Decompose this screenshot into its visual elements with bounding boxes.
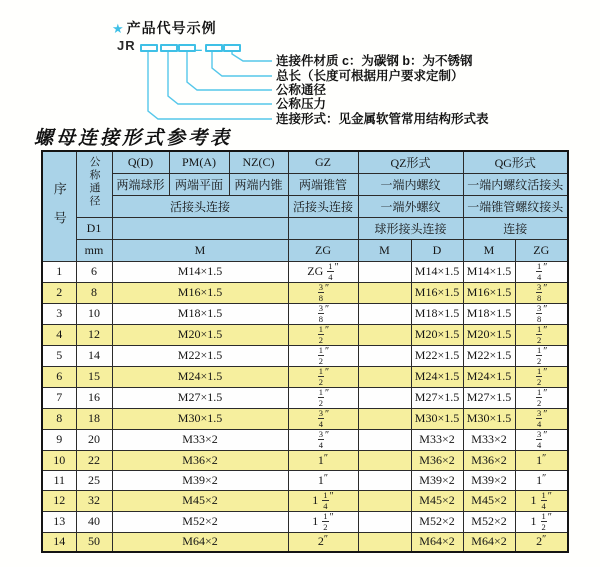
cell-seq: 6 [42,366,76,387]
cell-seq: 3 [42,303,76,324]
header-qg-m: M [463,239,515,261]
cell-qg-m: M64×2 [463,532,515,552]
cell-m: M39×2 [112,470,288,490]
cell-m: M33×2 [112,429,288,450]
header-qg-zg: ZG [515,239,568,261]
cell-gz-zg: 1 $\frac{1}{2}$ ″ [288,511,358,532]
header-zg: ZG [288,239,358,261]
cell-gz-zg: 2″ [288,532,358,552]
label-nominal-dia: 公称通径 [276,83,327,97]
cell-seq: 7 [42,387,76,408]
header-qg-desc2: 一端锥管螺纹接头 [463,195,568,217]
cell-qg-m: M33×2 [463,429,515,450]
label-material: 连接件材质 c：为碳钢 b：为不锈钢 [276,54,473,68]
header-nz-desc: 两端内锥 [229,173,288,195]
table-row [42,450,568,470]
header-col-nz: NZ(C) [229,151,288,173]
table-row [42,387,568,408]
cell-seq: 14 [42,532,76,552]
cell-qg-m: M14×1.5 [463,261,515,282]
cell-qz-m [358,429,411,450]
cell-gz-zg: $\frac{3}{8}$ ″ [288,303,358,324]
table-body [42,261,568,552]
cell-qg-zg: $\frac{3}{8}$ ″ [515,303,568,324]
cell-qz-d: M39×2 [411,470,463,490]
cell-gz-zg: 1 $\frac{1}{4}$ ″ [288,490,358,511]
cell-seq: 9 [42,429,76,450]
cell-m: M22×1.5 [112,345,288,366]
header-dn [76,151,112,217]
cell-m: M18×1.5 [112,303,288,324]
header-seq-text: 序号 [51,182,67,241]
cell-qg-zg: 1 $\frac{1}{4}$ ″ [515,490,568,511]
cell-seq: 11 [42,470,76,490]
header-mm: mm [76,239,112,261]
header-gz-desc: 两端锥管 [288,173,358,195]
cell-qg-zg: $\frac{3}{4}$ ″ [515,408,568,429]
header-pm-desc: 两端平面 [169,173,229,195]
cell-gz-zg: $\frac{1}{2}$ ″ [288,345,358,366]
cell-seq: 12 [42,490,76,511]
cell-qz-m [358,345,411,366]
cell-qg-zg: $\frac{1}{2}$ ″ [515,345,568,366]
nut-connection-reference-table [41,150,569,553]
header-blank-gz [288,217,358,239]
table-row [42,408,568,429]
header-qz-desc1: 一端内螺纹 [358,173,463,195]
cell-dn: 10 [76,303,112,324]
table-row [42,511,568,532]
cell-dn: 40 [76,511,112,532]
reference-table-wrap [41,150,569,553]
cell-qz-d: M24×1.5 [411,366,463,387]
table-row [42,324,568,345]
cell-m: M52×2 [112,511,288,532]
cell-dn: 6 [76,261,112,282]
cell-seq: 1 [42,261,76,282]
cell-qg-zg: 1″ [515,470,568,490]
cell-gz-zg: 1″ [288,470,358,490]
table-row [42,303,568,324]
cell-gz-zg: $\frac{3}{8}$ ″ [288,282,358,303]
header-dn-text: 公称通径 [88,155,100,209]
cell-qg-m: M36×2 [463,450,515,470]
cell-qz-m [358,470,411,490]
header-union-conn: 活接头连接 [112,195,288,217]
cell-gz-zg: $\frac{3}{4}$ ″ [288,429,358,450]
cell-dn: 14 [76,345,112,366]
header-col-gz: GZ [288,151,358,173]
cell-qg-m: M30×1.5 [463,408,515,429]
table-row [42,429,568,450]
cell-dn: 12 [76,324,112,345]
cell-m: M20×1.5 [112,324,288,345]
cell-qz-d: M64×2 [411,532,463,552]
cell-dn: 20 [76,429,112,450]
cell-qz-d: M22×1.5 [411,345,463,366]
cell-gz-zg: $\frac{1}{2}$ ″ [288,387,358,408]
header-qg-desc1: 一端内螺纹活接头 [463,173,568,195]
cell-qz-d: M14×1.5 [411,261,463,282]
cell-m: M45×2 [112,490,288,511]
table-row [42,282,568,303]
header-qz-desc2: 一端外螺纹 [358,195,463,217]
cell-seq: 8 [42,408,76,429]
cell-qg-zg: 1 $\frac{1}{2}$ ″ [515,511,568,532]
cell-qg-m: M27×1.5 [463,387,515,408]
cell-qz-m [358,511,411,532]
table-row [42,345,568,366]
cell-gz-zg: $\frac{1}{2}$ ″ [288,366,358,387]
cell-m: M64×2 [112,532,288,552]
cell-seq: 5 [42,345,76,366]
header-col-q: Q(D) [112,151,169,173]
cell-dn: 25 [76,470,112,490]
cell-qg-zg: 2″ [515,532,568,552]
header-gz-conn: 活接头连接 [288,195,358,217]
cell-qz-m [358,532,411,552]
cell-qz-d: M52×2 [411,511,463,532]
header-col-qg: QG形式 [463,151,568,173]
cell-qz-d: M16×1.5 [411,282,463,303]
cell-dn: 8 [76,282,112,303]
cell-gz-zg: $\frac{3}{4}$ ″ [288,408,358,429]
cell-dn: 22 [76,450,112,470]
cell-qz-d: M33×2 [411,429,463,450]
cell-qg-m: M24×1.5 [463,366,515,387]
cell-qz-m [358,387,411,408]
cell-m: M36×2 [112,450,288,470]
cell-m: M14×1.5 [112,261,288,282]
label-total-length: 总长（长度可根据用户要求定制） [276,69,464,83]
header-d1: D1 [76,217,112,239]
cell-qz-d: M27×1.5 [411,387,463,408]
cell-qz-m [358,282,411,303]
table-row [42,532,568,552]
cell-dn: 50 [76,532,112,552]
cell-qz-d: M30×1.5 [411,408,463,429]
cell-dn: 32 [76,490,112,511]
cell-qg-m: M20×1.5 [463,324,515,345]
cell-m: M16×1.5 [112,282,288,303]
cell-qg-m: M45×2 [463,490,515,511]
cell-qg-m: M39×2 [463,470,515,490]
cell-seq: 2 [42,282,76,303]
cell-qz-d: M18×1.5 [411,303,463,324]
code-prefix: JR [117,38,136,53]
cell-qg-m: M16×1.5 [463,282,515,303]
header-m: M [112,239,288,261]
table-title: 螺母连接形式参考表 [34,127,233,149]
cell-m: M24×1.5 [112,366,288,387]
label-conn-form: 连接形式：见金属软管常用结构形式表 [276,112,489,126]
cell-qg-zg: $\frac{3}{4}$ ″ [515,429,568,450]
table-row [42,490,568,511]
cell-qz-d: M36×2 [411,450,463,470]
cell-qg-zg: $\frac{1}{4}$ ″ [515,261,568,282]
star-icon: ★ [112,21,125,36]
header-qg-conn: 连接 [463,217,568,239]
cell-qz-m [358,450,411,470]
cell-qz-m [358,366,411,387]
cell-qg-zg: $\frac{1}{2}$ ″ [515,324,568,345]
cell-dn: 16 [76,387,112,408]
cell-qg-zg: $\frac{1}{2}$ ″ [515,387,568,408]
cell-qz-m [358,408,411,429]
cell-seq: 13 [42,511,76,532]
cell-dn: 15 [76,366,112,387]
table-row [42,470,568,490]
table-row [42,261,568,282]
cell-m: M30×1.5 [112,408,288,429]
cell-qz-d: M20×1.5 [411,324,463,345]
cell-seq: 10 [42,450,76,470]
cell-gz-zg: $\frac{1}{2}$ ″ [288,324,358,345]
table-row [42,366,568,387]
cell-qg-zg: $\frac{3}{8}$ ″ [515,282,568,303]
header-q-desc: 两端球形 [112,173,169,195]
cell-qz-m [358,490,411,511]
cell-qg-zg: $\frac{1}{2}$ ″ [515,366,568,387]
code-dash: – [195,42,203,57]
cell-qg-m: M18×1.5 [463,303,515,324]
header-col-pm: PM(A) [169,151,229,173]
header-seq [42,151,76,261]
header-qz-d: D [411,239,463,261]
cell-qg-m: M22×1.5 [463,345,515,366]
header-qz-m: M [358,239,411,261]
diagram-title-text: 产品代号示例 [126,20,217,36]
header-qz-conn: 球形接头连接 [358,217,463,239]
cell-gz-zg: 1″ [288,450,358,470]
header-col-qz: QZ形式 [358,151,463,173]
cell-qz-d: M45×2 [411,490,463,511]
cell-m: M27×1.5 [112,387,288,408]
header-blank-left [112,217,288,239]
cell-qz-m [358,261,411,282]
cell-gz-zg: ZG $\frac{1}{4}$ ″ [288,261,358,282]
cell-qz-m [358,303,411,324]
cell-qg-zg: 1″ [515,450,568,470]
cell-qg-m: M52×2 [463,511,515,532]
cell-dn: 18 [76,408,112,429]
cell-seq: 4 [42,324,76,345]
cell-qz-m [358,324,411,345]
label-nominal-pres: 公称压力 [276,97,327,111]
